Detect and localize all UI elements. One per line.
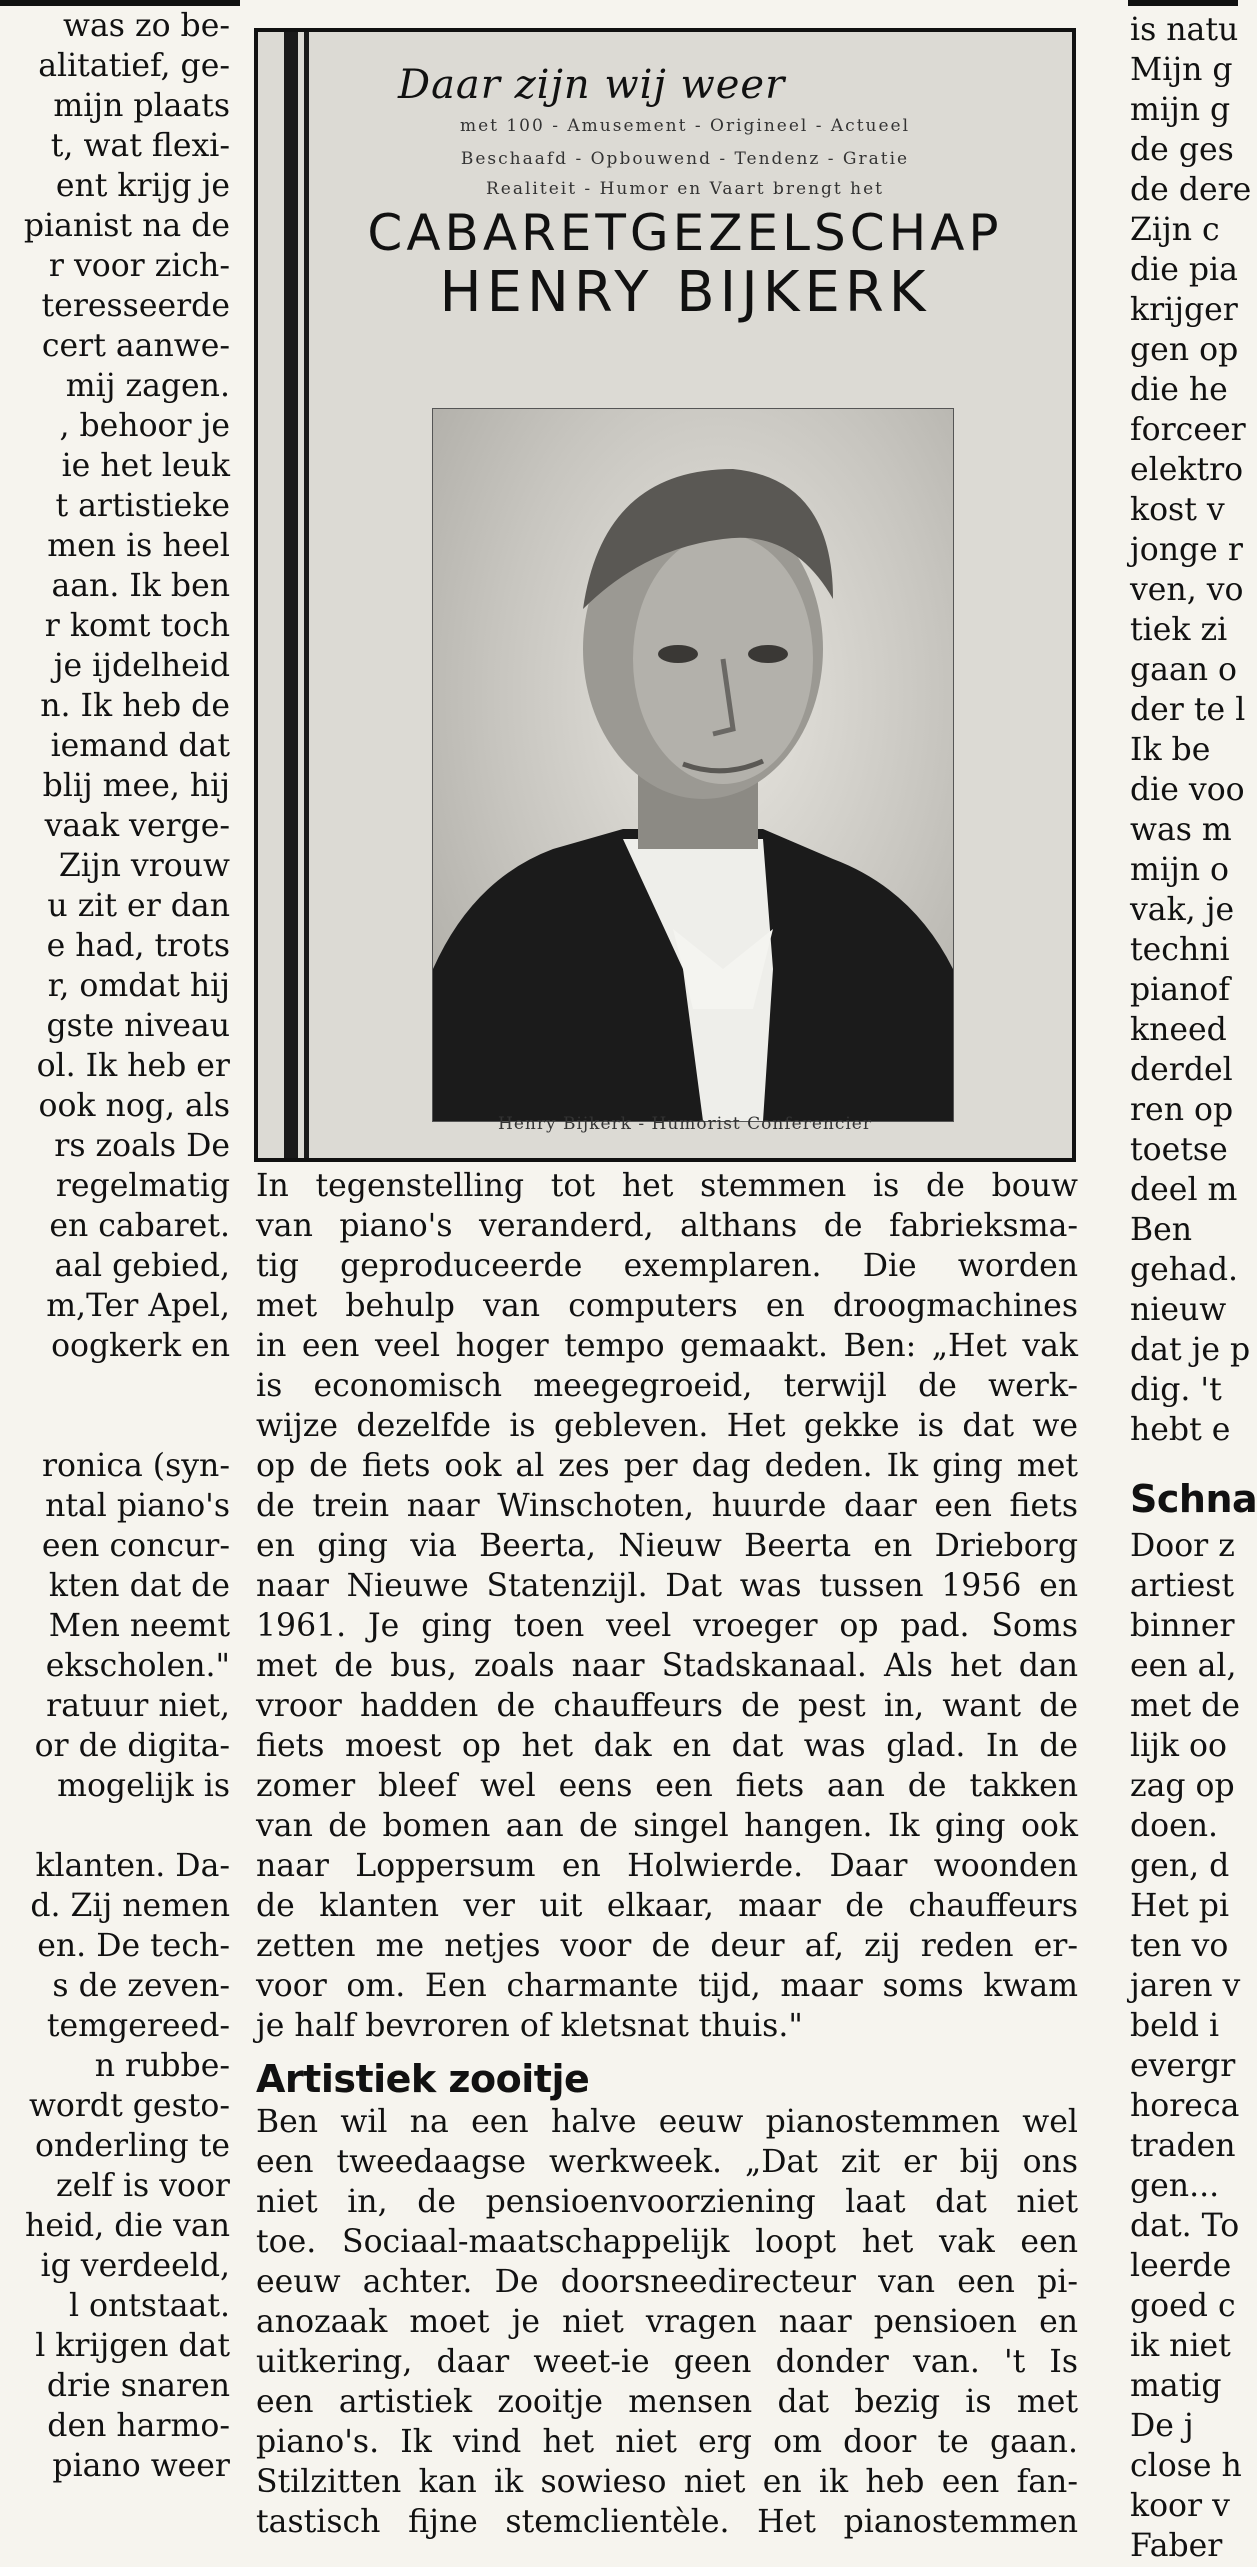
article-line-p1-19: de klanten ver uit elkaar, maar de chauffeurs bbox=[256, 1888, 1078, 1924]
poster-title-line-1: CABARETGEZELSCHAP bbox=[367, 204, 1003, 262]
left-text-line-6: pianist na de bbox=[23, 208, 230, 244]
left-text-line-13: t artistieke bbox=[55, 488, 230, 524]
right-text-line-a-7: die pia bbox=[1130, 252, 1238, 288]
poster-small-line-1: met 100 - Amusement - Origineel - Actueel bbox=[459, 116, 911, 136]
left-text-line-45: mogelijk is bbox=[57, 1768, 230, 1804]
portrait-figure bbox=[433, 409, 953, 1121]
right-text-line-a-36: hebt e bbox=[1130, 1412, 1231, 1448]
right-text-line-a-10: die he bbox=[1130, 372, 1228, 408]
left-text-line-18: n. Ik heb de bbox=[40, 688, 230, 724]
left-text-line-5: ent krijg je bbox=[55, 168, 230, 204]
right-text-line-a-3: mijn g bbox=[1130, 92, 1231, 128]
right-text-line-b-23: De j bbox=[1130, 2408, 1194, 2444]
left-text-line-58: l ontstaat. bbox=[68, 2288, 230, 2324]
left-text-line-34: oogkerk en bbox=[51, 1328, 230, 1364]
right-text-line-a-18: der te l bbox=[1130, 692, 1246, 728]
left-text-line-55: zelf is voor bbox=[55, 2168, 230, 2204]
right-text-line-b-11: ten vo bbox=[1130, 1928, 1229, 1964]
poster-headline: Daar zijn wij weer bbox=[398, 62, 786, 108]
article-line-p1-5: in een veel hoger tempo gemaakt. Ben: „Het vak bbox=[256, 1328, 1078, 1364]
right-text-line-a-20: die voo bbox=[1130, 772, 1245, 808]
right-text-line-b-21: ik niet bbox=[1130, 2328, 1231, 2364]
right-text-line-a-4: de ges bbox=[1130, 132, 1234, 168]
article-line-p2-2: een tweedaagse werkweek. „Dat zit er bij ons bbox=[256, 2144, 1078, 2180]
right-column-text-1 bbox=[1130, 10, 1252, 1450]
right-text-line-a-30: deel m bbox=[1130, 1172, 1238, 1208]
right-text-line-a-34: dat je p bbox=[1130, 1332, 1251, 1368]
article-line-p2-8: een artistiek zooitje mensen dat bezig is met bbox=[256, 2384, 1078, 2420]
right-column bbox=[1130, 6, 1257, 2567]
right-text-line-a-23: vak, je bbox=[1130, 892, 1235, 928]
left-text-line-9: cert aanwe- bbox=[41, 328, 230, 364]
left-text-line-28: ook nog, als bbox=[38, 1088, 230, 1124]
article-line-p1-3: tig geproduceerde exemplaren. Die worden bbox=[256, 1248, 1078, 1284]
left-text-line-43: ratuur niet, bbox=[46, 1688, 230, 1724]
left-text-line-26: gste niveau bbox=[46, 1008, 230, 1044]
article-paragraph-1 bbox=[256, 1166, 1078, 2046]
right-text-line-a-31: Ben bbox=[1130, 1212, 1193, 1248]
article-line-p1-13: met de bus, zoals naar Stadskanaal. Als het dan bbox=[256, 1648, 1078, 1684]
article-line-p1-16: zomer bleef wel eens een fiets aan de takken bbox=[256, 1768, 1078, 1804]
left-text-line-33: m,Ter Apel, bbox=[46, 1288, 230, 1324]
right-text-line-b-2: artiest bbox=[1130, 1568, 1235, 1604]
article-line-p2-4: toe. Sociaal-maatschappelijk loopt het vak een bbox=[256, 2224, 1078, 2260]
right-text-line-b-25: koor v bbox=[1130, 2488, 1230, 2524]
left-text-line-22: Zijn vrouw bbox=[58, 848, 230, 884]
right-text-line-b-24: close h bbox=[1130, 2448, 1242, 2484]
right-text-line-a-22: mijn o bbox=[1130, 852, 1229, 888]
article-line-p2-9: piano's. Ik vind het niet erg om door te gaan. bbox=[256, 2424, 1078, 2460]
article-paragraph-2 bbox=[256, 2102, 1078, 2542]
right-text-line-b-22: matig bbox=[1130, 2368, 1222, 2404]
article-line-p1-10: en ging via Beerta, Nieuw Beerta en Drieborg bbox=[256, 1528, 1078, 1564]
right-text-line-a-5: de dere bbox=[1130, 172, 1252, 208]
right-text-line-b-20: goed c bbox=[1130, 2288, 1236, 2324]
left-text-line-42: ekscholen." bbox=[45, 1648, 230, 1684]
article-column bbox=[256, 1166, 1078, 2567]
right-text-line-a-12: elektro bbox=[1130, 452, 1244, 488]
left-text-line-31: en cabaret. bbox=[49, 1208, 230, 1244]
section-heading-artistiek-zooitje: Artistiek zooitje bbox=[256, 2057, 590, 2101]
article-line-p1-8: op de fiets ook al zes per dag deden. Ik ging met bbox=[256, 1448, 1078, 1484]
left-text-line-24: e had, trots bbox=[46, 928, 230, 964]
right-text-line-a-11: forceer bbox=[1130, 412, 1246, 448]
left-text-line-53: wordt gesto- bbox=[28, 2088, 230, 2124]
article-line-p1-18: naar Loppersum en Holwierde. Daar woonden bbox=[256, 1848, 1078, 1884]
right-text-line-a-17: gaan o bbox=[1130, 652, 1237, 688]
right-text-line-b-12: jaren v bbox=[1130, 1968, 1241, 2004]
article-line-p1-12: 1961. Je ging toen veel vroeger op pad. Soms bbox=[256, 1608, 1078, 1644]
right-text-line-a-35: dig. 't bbox=[1130, 1372, 1222, 1408]
left-text-line-60: drie snaren bbox=[46, 2368, 230, 2404]
right-text-line-a-19: Ik be bbox=[1130, 732, 1211, 768]
left-text-line-15: aan. Ik ben bbox=[51, 568, 230, 604]
right-text-line-b-9: gen, d bbox=[1130, 1848, 1230, 1884]
left-text-line-12: ie het leuk bbox=[61, 448, 230, 484]
left-text-line-40: kten dat de bbox=[48, 1568, 230, 1604]
right-text-line-b-14: evergr bbox=[1130, 2048, 1236, 2084]
article-line-p1-14: vroor hadden de chauffeurs de pest in, want de bbox=[256, 1688, 1078, 1724]
left-text-line-49: en. De tech- bbox=[37, 1928, 230, 1964]
left-text-line-20: blij mee, hij bbox=[42, 768, 230, 804]
left-text-line-38: ntal piano's bbox=[45, 1488, 230, 1524]
right-text-line-b-4: een al, bbox=[1130, 1648, 1237, 1684]
left-text-line-1: was zo be- bbox=[63, 8, 230, 44]
article-line-p2-1: Ben wil na een halve eeuw pianostemmen wel bbox=[256, 2104, 1078, 2140]
left-text-line-39: een concur- bbox=[41, 1528, 230, 1564]
poster-caption: Henry Bijkerk - Humorist Conferencier bbox=[498, 1114, 872, 1134]
left-text-line-29: rs zoals De bbox=[54, 1128, 230, 1164]
left-text-line-62: piano weer bbox=[52, 2448, 230, 2484]
right-section-heading: Schna bbox=[1130, 1477, 1257, 1521]
right-text-line-a-25: pianof bbox=[1130, 972, 1230, 1008]
right-text-line-a-33: nieuw bbox=[1130, 1292, 1227, 1328]
article-line-p2-6: anozaak moet je niet vragen naar pensioen en bbox=[256, 2304, 1078, 2340]
article-line-p2-7: uitkering, daar weet-ie geen donder van. 't Is bbox=[256, 2344, 1078, 2380]
left-text-line-32: aal gebied, bbox=[54, 1248, 230, 1284]
left-text-line-11: , behoor je bbox=[59, 408, 230, 444]
left-text-line-57: ig verdeeld, bbox=[40, 2248, 230, 2284]
left-text-line-37: ronica (syn- bbox=[41, 1448, 230, 1484]
left-text-line-19: iemand dat bbox=[50, 728, 230, 764]
left-text-line-17: je ijdelheid bbox=[53, 648, 230, 684]
left-text-line-8: teresseerde bbox=[41, 288, 230, 324]
poster-border-band bbox=[284, 32, 298, 1158]
left-text-line-10: mij zagen. bbox=[65, 368, 230, 404]
left-column bbox=[0, 6, 230, 2567]
article-line-p2-11: tastisch fijne stemclientèle. Het pianostemmen bbox=[256, 2504, 1078, 2540]
left-text-line-52: n rubbe- bbox=[94, 2048, 230, 2084]
left-text-line-56: heid, die van bbox=[25, 2208, 230, 2244]
right-text-line-b-13: beld i bbox=[1130, 2008, 1220, 2044]
article-line-p1-20: zetten me netjes voor de deur af, zij reden er- bbox=[256, 1928, 1078, 1964]
poster-title-line-2: HENRY BIJKERK bbox=[439, 260, 931, 325]
left-text-line-25: r, omdat hij bbox=[47, 968, 230, 1004]
left-text-line-46 bbox=[0, 1806, 230, 1846]
right-text-line-a-9: gen op bbox=[1130, 332, 1239, 368]
right-text-line-b-17: gen... bbox=[1130, 2168, 1220, 2204]
right-text-line-a-13: kost v bbox=[1130, 492, 1225, 528]
left-text-line-16: r komt toch bbox=[44, 608, 230, 644]
article-line-p2-5: eeuw achter. De doorsneedirecteur van een pi- bbox=[256, 2264, 1078, 2300]
cabaret-poster bbox=[254, 28, 1076, 1162]
article-line-p1-1: In tegenstelling tot het stemmen is de bouw bbox=[256, 1168, 1078, 1204]
right-text-line-b-6: lijk oo bbox=[1130, 1728, 1227, 1764]
article-line-p2-3: niet in, de pensioenvoorziening laat dat niet bbox=[256, 2184, 1078, 2220]
left-text-line-47: klanten. Da- bbox=[35, 1848, 230, 1884]
right-text-line-a-24: techni bbox=[1130, 932, 1230, 968]
right-text-line-a-6: Zijn c bbox=[1130, 212, 1220, 248]
article-line-p1-11: naar Nieuwe Statenzijl. Dat was tussen 1956 en bbox=[256, 1568, 1078, 1604]
left-text-line-3: mijn plaats bbox=[53, 88, 230, 124]
right-text-line-a-1: is natu bbox=[1130, 12, 1239, 48]
left-text-line-4: t, wat flexi- bbox=[50, 128, 230, 164]
right-text-line-b-19: leerde bbox=[1130, 2248, 1232, 2284]
right-text-line-b-18: dat. To bbox=[1130, 2208, 1240, 2244]
left-text-line-50: s de zeven- bbox=[52, 1968, 230, 2004]
left-text-line-61: den harmo- bbox=[47, 2408, 230, 2444]
left-text-line-35 bbox=[0, 1366, 230, 1406]
right-text-line-b-26: Faber bbox=[1130, 2528, 1223, 2564]
left-text-line-27: ol. Ik heb er bbox=[36, 1048, 230, 1084]
left-text-line-36 bbox=[0, 1406, 230, 1446]
article-line-p1-21: voor om. Een charmante tijd, maar soms kwam bbox=[256, 1968, 1078, 2004]
article-line-p1-6: is economisch meegegroeid, terwijl de werk- bbox=[256, 1368, 1078, 1404]
right-text-line-b-3: binner bbox=[1130, 1608, 1235, 1644]
right-text-line-b-15: horeca bbox=[1130, 2088, 1240, 2124]
article-line-p1-9: de trein naar Winschoten, huurde daar een fiets bbox=[256, 1488, 1078, 1524]
left-text-line-21: vaak verge- bbox=[44, 808, 230, 844]
right-text-line-a-27: derdel bbox=[1130, 1052, 1233, 1088]
article-line-p2-10: Stilzitten kan ik sowieso niet en ik heb een fan- bbox=[256, 2464, 1078, 2500]
right-text-line-a-29: toetse bbox=[1130, 1132, 1228, 1168]
article-line-p1-4: met behulp van computers en droogmachines bbox=[256, 1288, 1078, 1324]
article-line-p1-7: wijze dezelfde is gebleven. Het gekke is dat we bbox=[256, 1408, 1078, 1444]
left-text-line-59: l krijgen dat bbox=[35, 2328, 230, 2364]
article-line-p1-15: fiets moest op het dak en dat was glad. In de bbox=[256, 1728, 1078, 1764]
right-text-line-b-7: zag op bbox=[1130, 1768, 1235, 1804]
right-text-line-b-10: Het pi bbox=[1130, 1888, 1230, 1924]
left-text-line-30: regelmatig bbox=[55, 1168, 230, 1204]
left-text-line-54: onderling te bbox=[34, 2128, 230, 2164]
right-text-line-a-21: was m bbox=[1130, 812, 1232, 848]
left-text-line-2: alitatief, ge- bbox=[38, 48, 230, 84]
right-text-line-a-14: jonge r bbox=[1130, 532, 1243, 568]
poster-small-line-2: Beschaafd - Opbouwend - Tendenz - Gratie bbox=[460, 149, 910, 169]
right-text-line-b-5: met de bbox=[1130, 1688, 1240, 1724]
left-text-line-14: men is heel bbox=[47, 528, 230, 564]
left-text-line-51: temgereed- bbox=[46, 2008, 230, 2044]
left-text-line-23: u zit er dan bbox=[47, 888, 230, 924]
right-text-line-b-16: traden bbox=[1130, 2128, 1236, 2164]
right-text-line-a-32: gehad. bbox=[1130, 1252, 1239, 1288]
poster-small-line-3: Realiteit - Humor en Vaart brengt het bbox=[486, 179, 884, 199]
poster-border-band-inner bbox=[304, 32, 309, 1158]
right-text-line-a-16: tiek zi bbox=[1130, 612, 1228, 648]
right-text-line-a-2: Mijn g bbox=[1130, 52, 1233, 88]
right-text-line-a-8: krijger bbox=[1130, 292, 1238, 328]
portrait-photo bbox=[432, 408, 954, 1122]
right-text-line-b-1: Door z bbox=[1130, 1528, 1235, 1564]
article-line-p1-22: je half bevroren of kletsnat thuis." bbox=[256, 2008, 803, 2044]
right-text-line-a-15: ven, vo bbox=[1130, 572, 1244, 608]
article-line-p1-17: van de bomen aan de singel hangen. Ik ging ook bbox=[256, 1808, 1078, 1844]
article-line-p1-2: van piano's veranderd, althans de fabrieksma- bbox=[256, 1208, 1078, 1244]
right-column-text-2 bbox=[1130, 1526, 1242, 2566]
left-text-line-7: r voor zich- bbox=[48, 248, 230, 284]
left-text-line-48: d. Zij nemen bbox=[30, 1888, 230, 1924]
right-text-line-a-26: kneed bbox=[1130, 1012, 1227, 1048]
left-text-line-41: Men neemt bbox=[48, 1608, 230, 1644]
right-text-line-a-28: ren op bbox=[1130, 1092, 1234, 1128]
left-text-line-44: or de digita- bbox=[34, 1728, 230, 1764]
right-text-line-b-8: doen. bbox=[1130, 1808, 1219, 1844]
